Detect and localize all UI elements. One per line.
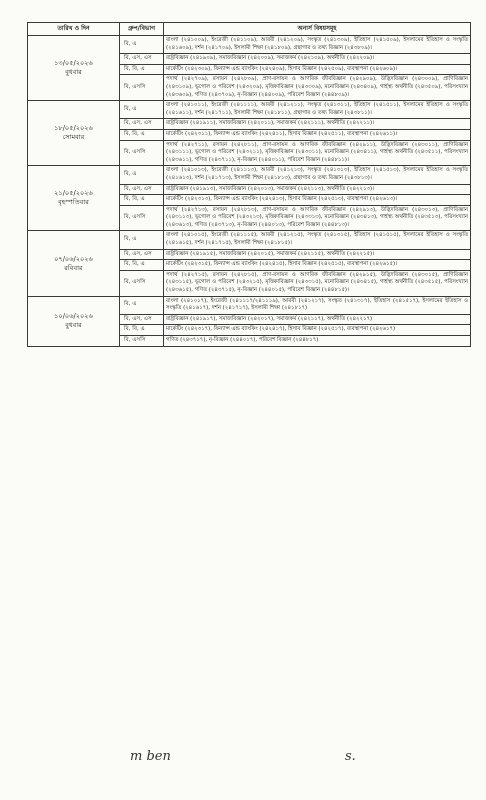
subjects-cell: পদার্থ (২৪২৭১৩), রসায়ন (২৪২৮১৩), প্রাণ-রসায়ন ও আণবিক জীববিজ্ঞান (২৪২৯১৩), উদ্ভিদবিজ্ঞান (২৪৩০১৩), প্রাণিবিজ্ঞান (২৪৩১১৩), ভূগোল ও পরিবেশ (২৪৩২১৩), মৃত্তিকাবিজ্ঞান (২৪৩৩১৩), মনোবিজ্ঞান (২৪৩৪১৩), গার্হস্থ্য অর্থনীতি (২৪৩৫১৩), পরিসংখ্যান (২৪৩৬১৩), গণিত (২৪৩৭১৩), নৃ-বিজ্ঞান (২৪৪০১৩), পরিবেশ বিজ্ঞান (২৪৪৮১৩)। xyxy=(164,205,471,231)
exam-weekday: বুধবার xyxy=(65,321,82,330)
date-cell xyxy=(28,296,120,346)
group-cell: বি, এ xyxy=(120,231,164,249)
subjects-cell: মার্কেটিং (২৪২৩১৩), ফিন্যান্স এন্ড ব্যাংকিং (২৪২৪১৩), হিসাব বিজ্ঞান (২৪২৫১৩), ব্যবস্থাপনা (২৪২৬১৩)। xyxy=(164,195,471,206)
subjects-cell: পদার্থ (২৪২৭১৫), রসায়ন (২৪২৮১৫), প্রাণ-রসায়ন ও আণবিক জীববিজ্ঞান (২৪২৯১৫), উদ্ভিদবিজ্ঞান (২৪৩০১৫), প্রাণিবিজ্ঞান (২৪৩১১৫), ভূগোল ও পরিবেশ (২৪৩২১৫), মৃত্তিকাবিজ্ঞান (২৪৩৩১৫), মনোবিজ্ঞান (২৪৩৪১৫), গার্হস্থ্য অর্থনীতি (২৪৩৫১৫), পরিসংখ্যান (২৪৩৬১৫), গণিত (২৪৩৭১৫), নৃ-বিজ্ঞান (২৪৪০১৫), পরিবেশ বিজ্ঞান (২৪৪৮১৫)। xyxy=(164,270,471,296)
subjects-cell: মার্কেটিং (২৪২৩০৯), ফিন্যান্স এন্ড ব্যাংকিং (২৪২৪০৯), হিসাব বিজ্ঞান (২৪২৫০৯), ব্যবস্থাপনা (২৪২৬০৯)। xyxy=(164,64,471,75)
group-cell: বি, বি, এ xyxy=(120,195,164,206)
group-cell: বি, এস, এস xyxy=(120,184,164,195)
date-cell xyxy=(28,166,120,231)
subjects-cell: রাষ্ট্রবিজ্ঞান (২৪১৯১৫), সমাজবিজ্ঞান (২৪২০১৫), সমাজকর্ম (২৪২১১৫), অর্থনীতি (২৪২২১৫)। xyxy=(164,249,471,260)
subjects-cell: গণিত (২৪৩৭১৭), নৃ-বিজ্ঞান (২৪৪০১৭), পরিবেশ বিজ্ঞান (২৪৪৮১৭) xyxy=(164,336,471,347)
schedule-row xyxy=(28,231,471,249)
exam-date: ০৭/০৬/২০২৬ xyxy=(54,254,93,263)
header-row xyxy=(28,23,471,36)
group-cell: বি, এ xyxy=(120,36,164,54)
subjects-cell: মার্কেটিং (২৪২৩১৫), ফিন্যান্স এন্ড ব্যাংকিং (২৪২৪১৫), হিসাব বিজ্ঞান (২৪২৫১৫), ব্যবস্থাপনা (২৪২৬১৫)। xyxy=(164,260,471,271)
group-cell: বি, বি, এ xyxy=(120,260,164,271)
subjects-cell: রাষ্ট্রবিজ্ঞান (২৪১৯১১), সমাজবিজ্ঞান (২৪২০১১), সমাজকর্ম (২৪২১১১), অর্থনীতি (২৪২২১১)। xyxy=(164,119,471,130)
exam-weekday: সোমবার xyxy=(62,133,85,142)
date-cell xyxy=(28,231,120,296)
exam-date: ১০/০৬/২০২৬ xyxy=(54,312,93,321)
subjects-cell: রাষ্ট্রবিজ্ঞান (২৪১৯১৩), সমাজবিজ্ঞান (২৪২০১৩), সমাজকর্ম (২৪২১১৩), অর্থনীতি (২৪২২১৩)। xyxy=(164,184,471,195)
group-cell: বি, বি, এ xyxy=(120,64,164,75)
group-cell: বি, এসসি xyxy=(120,75,164,101)
schedule-row xyxy=(28,296,471,314)
group-cell: বি, বি, এ xyxy=(120,325,164,336)
header-subjects: অনার্স বিষয়সমূহ xyxy=(164,23,471,36)
exam-weekday: বুধবার xyxy=(65,68,82,77)
exam-weekday: রবিবার xyxy=(64,263,83,272)
schedule-row xyxy=(28,101,471,119)
subjects-cell: মার্কেটিং (২৪২৩১১), ফিন্যান্স এন্ড ব্যাংকিং (২৪২৪১১), হিসাব বিজ্ঞান (২৪২৫১১), ব্যবস্থাপনা (২৪২৬১১)। xyxy=(164,129,471,140)
group-cell: বি, বি, এ xyxy=(120,129,164,140)
group-cell: বি, এ xyxy=(120,166,164,184)
exam-weekday: বৃহস্পতিবার xyxy=(58,198,89,207)
signature-right: s. xyxy=(345,749,356,764)
group-cell: বি, এ xyxy=(120,101,164,119)
group-cell: বি, এসসি xyxy=(120,270,164,296)
subjects-cell: বাংলা (২৪১০১৩), ইংরেজী (২৪১১১৩), আরবী (২৪১২১৩), সংস্কৃত (২৪১৩১৩), ইতিহাস (২৪১৫১৩), ইসলামের ইতিহাস ও সংস্কৃতি (২৪১৬১৩), দর্শন (২৪১৭১৩), ইসলামী শিক্ষা (২৪১৮১৩), গ্রন্থাগার ও তথ্য বিজ্ঞান (২৪৩৮১৩)। xyxy=(164,166,471,184)
subjects-cell: বাংলা (২৪১০১৭), ইংরেজী (২৪১১১৭/২৪১১১৯), আরবী (২৪১২১৭), সংস্কৃত (২৪১৩১৭), ইতিহাস (২৪১৫১৭), ইসলামের ইতিহাস ও সংস্কৃতি (২৪১৬১৭), দর্শন (২৪১৭১৭), ইসলামী শিক্ষা (২৪১৮১৭) xyxy=(164,296,471,314)
subjects-cell: পদার্থ (২৪২৭০৯), রসায়ন (২৪২৮০৯), প্রাণ-রসায়ন ও আণবিক জীববিজ্ঞান (২৪২৯০৯), উদ্ভিদবিজ্ঞান (২৪৩০০৯), প্রাণিবিজ্ঞান (২৪৩১০৯), ভূগোল ও পরিবেশ (২৪৩২০৯), মৃত্তিকাবিজ্ঞান (২৪৩৩০৯), মনোবিজ্ঞান (২৪৩৪০৯), গার্হস্থ্য অর্থনীতি (২৪৩৫০৯), পরিসংখ্যান (২৪৩৬০৯), গণিত (২৪৩৭০৯), নৃ-বিজ্ঞান (২৪৪০০৯), পরিবেশ বিজ্ঞান (২৪৪৮০৯)। xyxy=(164,75,471,101)
group-cell: বি, এসসি xyxy=(120,205,164,231)
exam-date: ২১/০৫/২০২৬ xyxy=(54,189,93,198)
schedule-body xyxy=(28,36,471,347)
exam-date: ১৩/০৫/২০২৬ xyxy=(54,59,93,68)
subjects-cell: রাষ্ট্রবিজ্ঞান (২৪১৯০৯), সমাজবিজ্ঞান (২৪২০০৯), সমাজকর্ম (২৪২১০৯), অর্থনীতি (২৪২২০৯)। xyxy=(164,54,471,65)
group-cell: বি, এস, এস xyxy=(120,314,164,325)
exam-schedule-sheet xyxy=(27,22,470,347)
subjects-cell: রাষ্ট্রবিজ্ঞান (২৪১৯১৭), সমাজবিজ্ঞান (২৪২০১৭), সমাজকর্ম (২৪২১১৭), অর্থনীতি (২৪২২১৭) xyxy=(164,314,471,325)
date-cell xyxy=(28,36,120,101)
subjects-cell: বাংলা (২৪১০১১), ইংরেজী (২৪১১১১), আরবী (২৪১২১১), সংস্কৃত (২৪১৩১১), ইতিহাস (২৪১৫১১), ইসলামের ইতিহাস ও সংস্কৃতি (২৪১৬১১), দর্শন (২৪১৭১১), ইসলামী শিক্ষা (২৪১৮১১), গ্রন্থাগার ও তথ্য বিজ্ঞান (২৪৩৮১১)। xyxy=(164,101,471,119)
header-group: গ্রুপ/বিভাগ xyxy=(120,23,164,36)
subjects-cell: পদার্থ (২৪২৭১১), রসায়ন (২৪২৮১১), প্রাণ-রসায়ন ও আণবিক জীববিজ্ঞান (২৪২৯১১), উদ্ভিদবিজ্ঞান (২৪৩০১১), প্রাণিবিজ্ঞান (২৪৩১১১), ভূগোল ও পরিবেশ (২৪৩২১১), মৃত্তিকাবিজ্ঞান (২৪৩৩১১), মনোবিজ্ঞান (২৪৩৪১১), গার্হস্থ্য অর্থনীতি (২৪৩৫১১), পরিসংখ্যান (২৪৩৬১১), গণিত (২৪৩৭১১), নৃ-বিজ্ঞান (২৪৪০১১), পরিবেশ বিজ্ঞান (২৪৪৮১১)। xyxy=(164,140,471,166)
subjects-cell: মার্কেটিং (২৪২৩১৭), ফিন্যান্স এন্ড ব্যাংকিং (২৪২৪১৭), হিসাব বিজ্ঞান (২৪২৫১৭), ব্যবস্থাপনা (২৪২৬১৭) xyxy=(164,325,471,336)
group-cell: বি, এ xyxy=(120,296,164,314)
group-cell: বি, এসসি xyxy=(120,336,164,347)
exam-date: ১৮/০৫/২০২৬ xyxy=(54,124,93,133)
group-cell: বি, এস, এস xyxy=(120,54,164,65)
signature-left: m ben xyxy=(130,749,171,764)
schedule-row xyxy=(28,166,471,184)
group-cell: বি, এস, এস xyxy=(120,119,164,130)
schedule-row xyxy=(28,36,471,54)
group-cell: বি, এসসি xyxy=(120,140,164,166)
date-cell xyxy=(28,101,120,166)
subjects-cell: বাংলা (২৪১০১৫), ইংরেজী (২৪১১১৫), আরবী (২৪১২১৫), সংস্কৃত (২৪১৩১৫), ইতিহাস (২৪১৫১৫), ইসলামের ইতিহাস ও সংস্কৃতি (২৪১৬১৫), দর্শন (২৪১৭১৫), ইসলামী শিক্ষা (২৪১৮১৫)। xyxy=(164,231,471,249)
subjects-cell: বাংলা (২৪১০০৯), ইংরেজী (২৪১১০৯), আরবী (২৪১২০৯), সংস্কৃত (২৪১৩০৯), ইতিহাস (২৪১৫০৯), ইসলামের ইতিহাস ও সংস্কৃতি (২৪১৬০৯), দর্শন (২৪১৭০৯), ইসলামী শিক্ষা (২৪১৮০৯), গ্রন্থাগার ও তথ্য বিজ্ঞান (২৪৩৮০৯)। xyxy=(164,36,471,54)
exam-schedule-table xyxy=(27,22,471,347)
header-date: তারিখ ও দিন xyxy=(28,23,120,36)
group-cell: বি, এস, এস xyxy=(120,249,164,260)
